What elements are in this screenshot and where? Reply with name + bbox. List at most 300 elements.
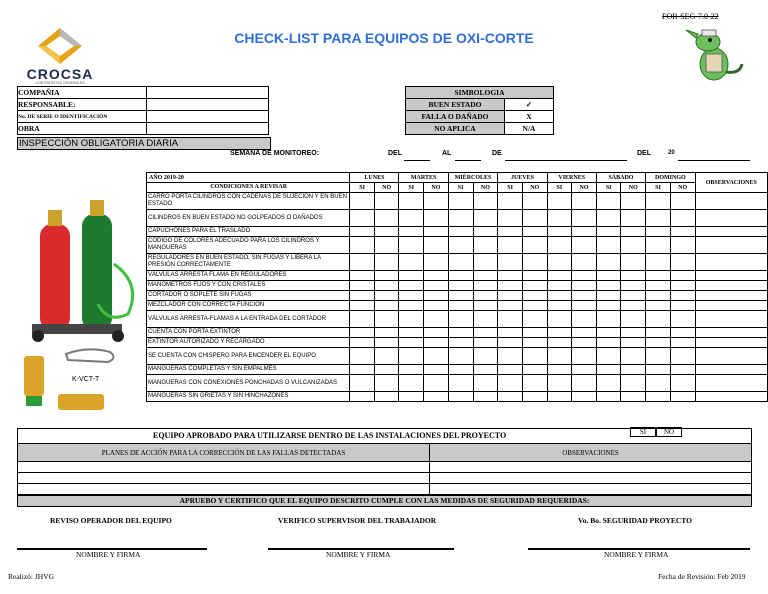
no-check-cell[interactable] (670, 348, 695, 365)
no-check-cell[interactable] (374, 227, 399, 237)
observation-cell[interactable] (695, 365, 767, 375)
condition-label: CUENTA CON PORTA EXTINTOR (147, 328, 350, 338)
no-check-cell[interactable] (473, 237, 498, 254)
no-check-cell[interactable] (473, 281, 498, 291)
no-check-cell[interactable] (522, 365, 547, 375)
legend-label: NO APLICA (406, 123, 505, 135)
no-check-cell[interactable] (522, 237, 547, 254)
no-check-cell[interactable] (473, 365, 498, 375)
si-check-cell[interactable] (498, 301, 523, 311)
si-column-header: SI (498, 183, 523, 193)
si-check-cell[interactable] (596, 301, 621, 311)
si-check-cell[interactable] (399, 254, 424, 271)
observation-cell[interactable] (695, 281, 767, 291)
si-check-cell[interactable] (547, 291, 572, 301)
no-check-cell[interactable] (670, 328, 695, 338)
no-check-cell[interactable] (621, 338, 646, 348)
si-check-cell[interactable] (596, 311, 621, 328)
si-check-cell[interactable] (596, 392, 621, 402)
si-check-cell[interactable] (399, 271, 424, 281)
condition-label: MANGUERAS SIN GRIETAS Y SIN HINCHAZONES (147, 392, 350, 402)
no-check-cell[interactable] (621, 291, 646, 301)
info-row-compania (18, 87, 269, 99)
no-check-cell[interactable] (670, 375, 695, 392)
info-label: RESPONSABLE: (18, 99, 147, 111)
si-check-cell[interactable] (547, 254, 572, 271)
no-check-cell[interactable] (621, 237, 646, 254)
no-check-cell[interactable] (572, 375, 597, 392)
no-check-cell[interactable] (670, 291, 695, 301)
si-check-cell[interactable] (498, 348, 523, 365)
si-check-cell[interactable] (350, 193, 375, 210)
si-check-cell[interactable] (350, 301, 375, 311)
info-label: No. DE SERIE O IDENTIFICACIÓN (18, 111, 147, 123)
si-check-cell[interactable] (498, 254, 523, 271)
no-check-cell[interactable] (374, 348, 399, 365)
no-check-cell[interactable] (374, 301, 399, 311)
week-al-field[interactable] (455, 160, 481, 161)
observation-cell[interactable] (695, 375, 767, 392)
si-check-cell[interactable] (596, 348, 621, 365)
si-check-cell[interactable] (547, 193, 572, 210)
no-check-cell[interactable] (621, 365, 646, 375)
certification-text: APRUEBO Y CERTIFICO QUE EL EQUIPO DESCRITO CUMPLE CON LAS MEDIDAS DE SEGURIDAD REQUERIDAS: (17, 495, 752, 507)
si-check-cell[interactable] (399, 365, 424, 375)
no-check-cell[interactable] (572, 281, 597, 291)
condition-label: VÁLVULAS ARRESTA-FLAMAS A LA ENTRADA DEL CORTADOR (147, 311, 350, 328)
checklist-row (147, 311, 768, 328)
si-check-cell[interactable] (646, 227, 671, 237)
no-check-cell[interactable] (424, 365, 449, 375)
no-check-cell[interactable] (670, 392, 695, 402)
si-check-cell[interactable] (350, 227, 375, 237)
obra-field[interactable] (147, 123, 269, 135)
compania-field[interactable] (147, 87, 269, 99)
no-check-cell[interactable] (473, 271, 498, 281)
si-check-cell[interactable] (448, 254, 473, 271)
logo-name: CROCSA (26, 66, 94, 82)
si-check-cell[interactable] (646, 254, 671, 271)
logo-subtitle: CONTRATISTAS GENERALES (35, 81, 85, 85)
plan-line[interactable] (18, 473, 430, 484)
no-check-cell[interactable] (621, 227, 646, 237)
si-check-cell[interactable] (399, 328, 424, 338)
si-check-cell[interactable] (498, 328, 523, 338)
no-column-header: NO (374, 183, 399, 193)
si-check-cell[interactable] (547, 210, 572, 227)
si-check-cell[interactable] (350, 254, 375, 271)
si-check-cell[interactable] (547, 301, 572, 311)
si-check-cell[interactable] (448, 210, 473, 227)
si-check-cell[interactable] (596, 365, 621, 375)
no-check-cell[interactable] (473, 301, 498, 311)
condition-label: MANÓMETROS FIJOS Y CON CRISTALES (147, 281, 350, 291)
no-check-cell[interactable] (424, 301, 449, 311)
si-check-cell[interactable] (399, 301, 424, 311)
observation-cell[interactable] (695, 227, 767, 237)
no-check-cell[interactable] (473, 193, 498, 210)
si-check-cell[interactable] (498, 210, 523, 227)
action-plans-table (17, 443, 752, 495)
observation-cell[interactable] (695, 338, 767, 348)
no-check-cell[interactable] (424, 338, 449, 348)
no-check-cell[interactable] (670, 210, 695, 227)
checklist-row (147, 365, 768, 375)
no-check-cell[interactable] (572, 348, 597, 365)
condition-label: SE CUENTA CON CHISPERO PARA ENCENDER EL EQUIPO (147, 348, 350, 365)
si-check-cell[interactable] (646, 291, 671, 301)
no-check-cell[interactable] (522, 227, 547, 237)
day-header-jueves: JUEVES (498, 173, 547, 183)
si-check-cell[interactable] (350, 237, 375, 254)
no-check-cell[interactable] (621, 193, 646, 210)
si-check-cell[interactable] (498, 338, 523, 348)
si-check-cell[interactable] (350, 291, 375, 301)
si-check-cell[interactable] (399, 227, 424, 237)
no-check-cell[interactable] (374, 237, 399, 254)
si-check-cell[interactable] (596, 271, 621, 281)
si-check-cell[interactable] (646, 338, 671, 348)
checklist-row (147, 227, 768, 237)
si-check-cell[interactable] (498, 375, 523, 392)
observation-cell[interactable] (695, 291, 767, 301)
si-check-cell[interactable] (596, 210, 621, 227)
no-check-cell[interactable] (522, 311, 547, 328)
no-check-cell[interactable] (670, 365, 695, 375)
plan-line[interactable] (18, 462, 430, 473)
serie-field[interactable] (147, 111, 269, 123)
no-check-cell[interactable] (424, 311, 449, 328)
no-check-cell[interactable] (670, 301, 695, 311)
no-check-cell[interactable] (572, 210, 597, 227)
si-check-cell[interactable] (498, 291, 523, 301)
si-check-cell[interactable] (399, 392, 424, 402)
si-column-header: SI (596, 183, 621, 193)
no-check-cell[interactable] (374, 375, 399, 392)
si-check-cell[interactable] (596, 375, 621, 392)
signature-title-supervisor: VERIFICO SUPERVISOR DEL TRABAJADOR (278, 516, 437, 525)
obs-line[interactable] (430, 473, 752, 484)
si-check-cell[interactable] (547, 392, 572, 402)
si-check-cell[interactable] (399, 375, 424, 392)
obs-line[interactable] (430, 484, 752, 495)
no-check-cell[interactable] (572, 291, 597, 301)
simbologia-table (405, 86, 554, 135)
signature-title-operator: REVISO OPERADOR DEL EQUIPO (50, 516, 172, 525)
observation-cell[interactable] (695, 193, 767, 210)
day-header-domingo: DOMINGO (646, 173, 695, 183)
si-check-cell[interactable] (547, 365, 572, 375)
no-check-cell[interactable] (621, 375, 646, 392)
no-check-cell[interactable] (374, 392, 399, 402)
si-check-cell[interactable] (350, 271, 375, 281)
si-check-cell[interactable] (448, 301, 473, 311)
no-check-cell[interactable] (374, 281, 399, 291)
no-check-cell[interactable] (522, 328, 547, 338)
no-check-cell[interactable] (522, 375, 547, 392)
no-check-cell[interactable] (522, 281, 547, 291)
no-check-cell[interactable] (424, 375, 449, 392)
observation-cell[interactable] (695, 254, 767, 271)
si-check-cell[interactable] (646, 392, 671, 402)
approval-si-box[interactable]: SI (630, 427, 656, 437)
si-check-cell[interactable] (547, 311, 572, 328)
si-check-cell[interactable] (596, 338, 621, 348)
no-check-cell[interactable] (374, 271, 399, 281)
si-check-cell[interactable] (547, 338, 572, 348)
info-label: OBRA (18, 123, 147, 135)
no-check-cell[interactable] (473, 254, 498, 271)
si-check-cell[interactable] (448, 227, 473, 237)
no-check-cell[interactable] (621, 271, 646, 281)
no-check-cell[interactable] (522, 291, 547, 301)
week-de: DE (492, 150, 502, 157)
no-check-cell[interactable] (522, 210, 547, 227)
si-check-cell[interactable] (596, 328, 621, 338)
no-check-cell[interactable] (424, 348, 449, 365)
no-check-cell[interactable] (670, 227, 695, 237)
no-check-cell[interactable] (670, 193, 695, 210)
si-check-cell[interactable] (646, 210, 671, 227)
si-check-cell[interactable] (350, 311, 375, 328)
si-check-cell[interactable] (350, 375, 375, 392)
no-check-cell[interactable] (621, 392, 646, 402)
no-check-cell[interactable] (374, 365, 399, 375)
footer-revision-date: Fecha de Revisión: Feb 2019 (658, 572, 746, 581)
week-de-field[interactable] (505, 160, 627, 161)
no-check-cell[interactable] (572, 365, 597, 375)
si-check-cell[interactable] (448, 392, 473, 402)
si-check-cell[interactable] (646, 271, 671, 281)
plans-header: PLANES DE ACCIÓN PARA LA CORRECCIÓN DE LAS FALLAS DETECTADAS (18, 444, 430, 462)
si-check-cell[interactable] (399, 237, 424, 254)
no-check-cell[interactable] (473, 348, 498, 365)
si-check-cell[interactable] (596, 281, 621, 291)
si-check-cell[interactable] (399, 311, 424, 328)
day-header-martes: MARTES (399, 173, 448, 183)
no-check-cell[interactable] (572, 311, 597, 328)
si-check-cell[interactable] (547, 271, 572, 281)
observation-cell[interactable] (695, 271, 767, 281)
si-check-cell[interactable] (646, 348, 671, 365)
si-check-cell[interactable] (596, 291, 621, 301)
no-check-cell[interactable] (572, 301, 597, 311)
no-check-cell[interactable] (374, 210, 399, 227)
si-check-cell[interactable] (399, 193, 424, 210)
si-check-cell[interactable] (448, 281, 473, 291)
si-check-cell[interactable] (350, 338, 375, 348)
no-check-cell[interactable] (374, 254, 399, 271)
no-check-cell[interactable] (424, 227, 449, 237)
no-check-cell[interactable] (522, 392, 547, 402)
no-check-cell[interactable] (374, 193, 399, 210)
si-check-cell[interactable] (596, 254, 621, 271)
si-check-cell[interactable] (448, 338, 473, 348)
si-check-cell[interactable] (646, 365, 671, 375)
no-check-cell[interactable] (374, 311, 399, 328)
si-check-cell[interactable] (547, 281, 572, 291)
no-check-cell[interactable] (374, 328, 399, 338)
no-check-cell[interactable] (670, 271, 695, 281)
si-check-cell[interactable] (498, 392, 523, 402)
si-check-cell[interactable] (498, 365, 523, 375)
si-check-cell[interactable] (448, 365, 473, 375)
no-check-cell[interactable] (670, 338, 695, 348)
no-check-cell[interactable] (621, 210, 646, 227)
si-check-cell[interactable] (350, 328, 375, 338)
no-check-cell[interactable] (522, 338, 547, 348)
no-check-cell[interactable] (670, 254, 695, 271)
no-check-cell[interactable] (424, 193, 449, 210)
crocodile-mascot-icon (682, 24, 746, 86)
no-check-cell[interactable] (572, 392, 597, 402)
si-check-cell[interactable] (646, 375, 671, 392)
no-check-cell[interactable] (621, 281, 646, 291)
week-al: AL (442, 150, 452, 157)
si-check-cell[interactable] (448, 328, 473, 338)
no-check-cell[interactable] (473, 291, 498, 301)
observation-cell[interactable] (695, 210, 767, 227)
si-check-cell[interactable] (399, 338, 424, 348)
week-year-field[interactable] (678, 160, 750, 161)
si-check-cell[interactable] (350, 392, 375, 402)
no-check-cell[interactable] (572, 254, 597, 271)
si-check-cell[interactable] (498, 271, 523, 281)
no-check-cell[interactable] (473, 227, 498, 237)
no-check-cell[interactable] (473, 375, 498, 392)
no-check-cell[interactable] (621, 301, 646, 311)
no-check-cell[interactable] (572, 227, 597, 237)
page-title: CHECK-LIST PARA EQUIPOS DE OXI-CORTE (234, 30, 534, 46)
inspection-title: INSPECCIÓN OBLIGATORIA DIARIA (17, 137, 271, 150)
no-check-cell[interactable] (522, 271, 547, 281)
si-check-cell[interactable] (547, 328, 572, 338)
day-header-miercoles: MIÉRCOLES (448, 173, 498, 183)
no-check-cell[interactable] (621, 328, 646, 338)
no-check-cell[interactable] (424, 291, 449, 301)
si-check-cell[interactable] (646, 237, 671, 254)
no-check-cell[interactable] (572, 328, 597, 338)
si-check-cell[interactable] (498, 237, 523, 254)
si-check-cell[interactable] (350, 348, 375, 365)
no-check-cell[interactable] (424, 210, 449, 227)
si-check-cell[interactable] (448, 193, 473, 210)
no-check-cell[interactable] (670, 281, 695, 291)
no-check-cell[interactable] (522, 348, 547, 365)
plan-line[interactable] (18, 484, 430, 495)
si-check-cell[interactable] (448, 271, 473, 281)
week-del-field[interactable] (404, 160, 430, 161)
si-check-cell[interactable] (646, 311, 671, 328)
si-check-cell[interactable] (498, 311, 523, 328)
no-check-cell[interactable] (572, 237, 597, 254)
observation-cell[interactable] (695, 311, 767, 328)
obs-line[interactable] (430, 462, 752, 473)
no-check-cell[interactable] (473, 328, 498, 338)
no-check-cell[interactable] (374, 338, 399, 348)
no-check-cell[interactable] (424, 281, 449, 291)
observation-cell[interactable] (695, 237, 767, 254)
no-check-cell[interactable] (473, 311, 498, 328)
na-symbol: N/A (505, 123, 554, 135)
si-check-cell[interactable] (448, 311, 473, 328)
no-check-cell[interactable] (424, 254, 449, 271)
no-check-cell[interactable] (424, 237, 449, 254)
si-check-cell[interactable] (596, 193, 621, 210)
no-check-cell[interactable] (572, 338, 597, 348)
si-check-cell[interactable] (448, 375, 473, 392)
si-check-cell[interactable] (498, 193, 523, 210)
checklist-row (147, 291, 768, 301)
no-check-cell[interactable] (424, 328, 449, 338)
no-check-cell[interactable] (670, 311, 695, 328)
si-check-cell[interactable] (646, 193, 671, 210)
si-check-cell[interactable] (498, 281, 523, 291)
si-check-cell[interactable] (399, 281, 424, 291)
no-check-cell[interactable] (424, 271, 449, 281)
si-check-cell[interactable] (547, 227, 572, 237)
observation-cell[interactable] (695, 348, 767, 365)
no-check-cell[interactable] (572, 271, 597, 281)
obs-header: OBSERVACIONES (430, 444, 752, 462)
condition-label: MANGUERAS COMPLETAS Y SIN EMPALMES (147, 365, 350, 375)
no-check-cell[interactable] (374, 291, 399, 301)
si-check-cell[interactable] (646, 281, 671, 291)
no-check-cell[interactable] (473, 392, 498, 402)
week-label: SEMANA DE MONITOREO: (230, 150, 320, 157)
year-label: AÑO 2019-20 (147, 173, 350, 183)
si-check-cell[interactable] (646, 301, 671, 311)
no-check-cell[interactable] (522, 193, 547, 210)
si-check-cell[interactable] (399, 291, 424, 301)
si-check-cell[interactable] (596, 237, 621, 254)
observation-cell[interactable] (695, 328, 767, 338)
si-check-cell[interactable] (448, 291, 473, 301)
no-check-cell[interactable] (522, 254, 547, 271)
si-check-cell[interactable] (350, 281, 375, 291)
si-check-cell[interactable] (547, 375, 572, 392)
no-check-cell[interactable] (621, 348, 646, 365)
si-check-cell[interactable] (350, 365, 375, 375)
si-column-header: SI (350, 183, 375, 193)
si-check-cell[interactable] (596, 227, 621, 237)
responsable-field[interactable] (147, 99, 269, 111)
si-check-cell[interactable] (399, 348, 424, 365)
si-check-cell[interactable] (646, 328, 671, 338)
approval-no-box[interactable]: NO (656, 427, 682, 437)
si-column-header: SI (547, 183, 572, 193)
no-check-cell[interactable] (522, 301, 547, 311)
si-check-cell[interactable] (547, 348, 572, 365)
no-check-cell[interactable] (424, 392, 449, 402)
si-check-cell[interactable] (350, 210, 375, 227)
week-year: 20 (668, 150, 675, 156)
no-check-cell[interactable] (572, 193, 597, 210)
observation-cell[interactable] (695, 301, 767, 311)
no-check-cell[interactable] (621, 311, 646, 328)
no-check-cell[interactable] (621, 254, 646, 271)
observation-cell[interactable] (695, 392, 767, 402)
si-check-cell[interactable] (498, 227, 523, 237)
no-check-cell[interactable] (473, 338, 498, 348)
si-check-cell[interactable] (399, 210, 424, 227)
no-check-cell[interactable] (670, 237, 695, 254)
si-check-cell[interactable] (547, 237, 572, 254)
si-column-header: SI (399, 183, 424, 193)
si-check-cell[interactable] (448, 237, 473, 254)
no-check-cell[interactable] (473, 210, 498, 227)
si-check-cell[interactable] (448, 348, 473, 365)
